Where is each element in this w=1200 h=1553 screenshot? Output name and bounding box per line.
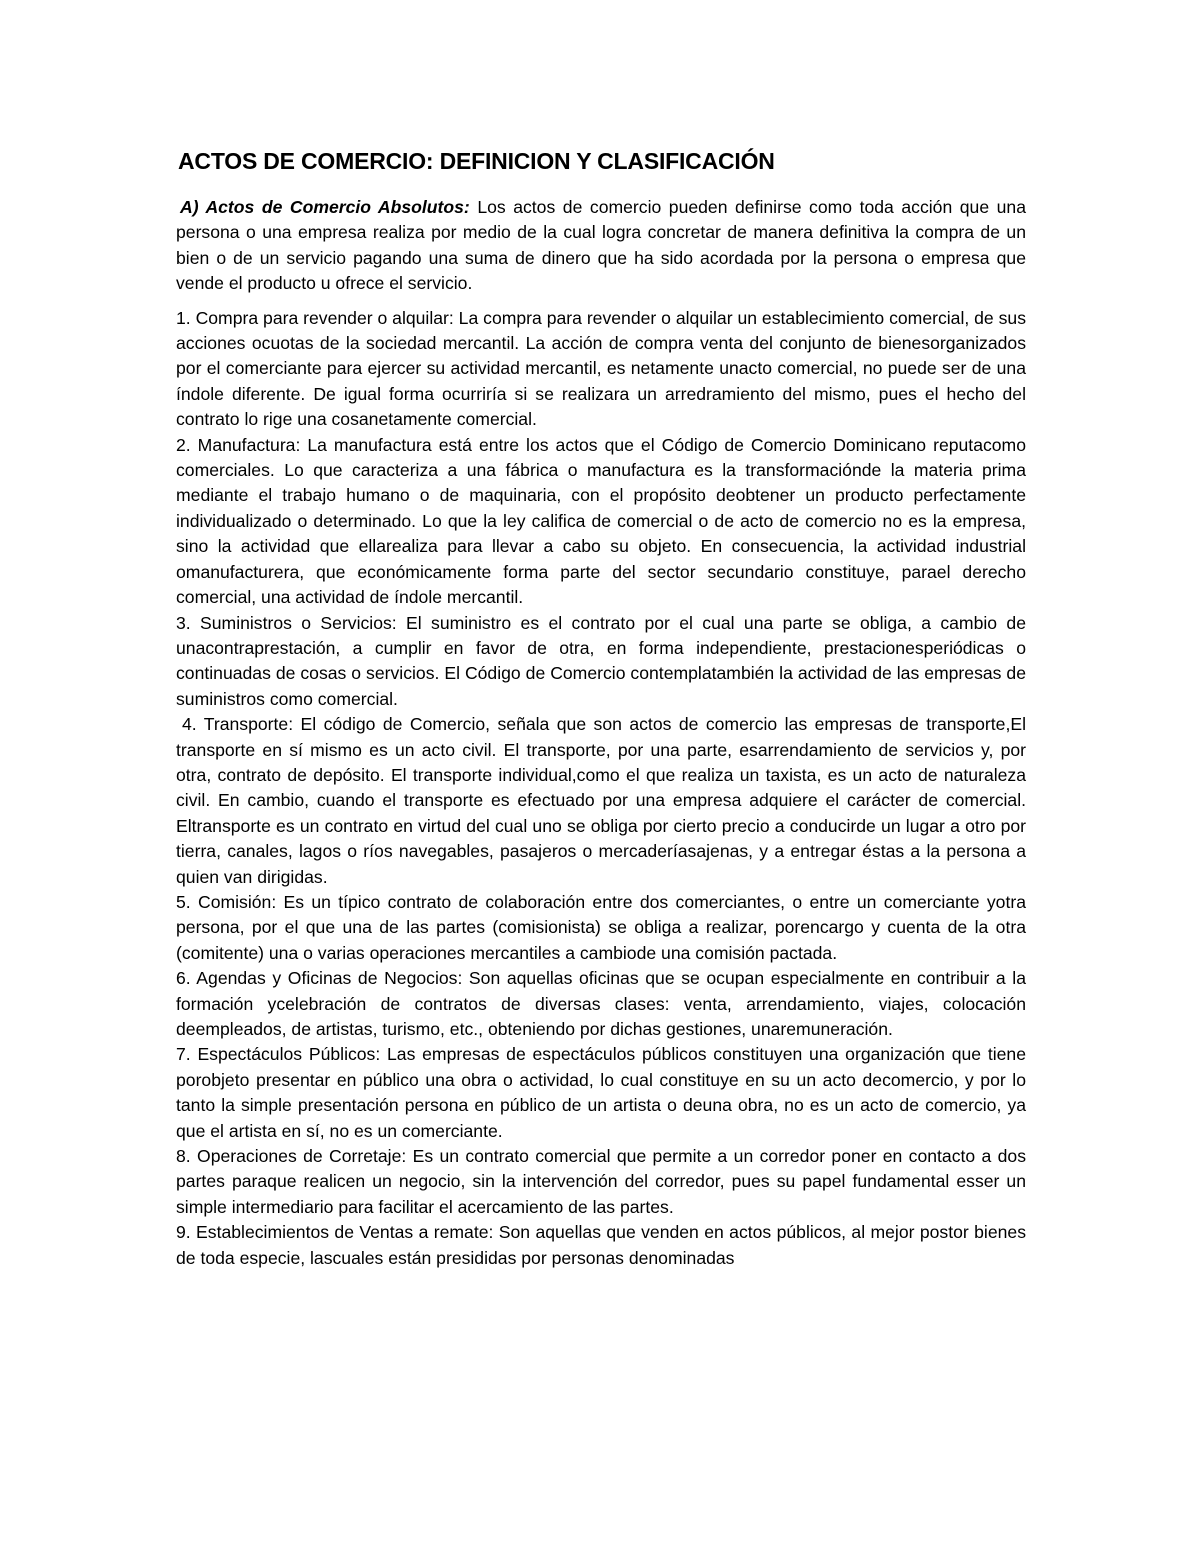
item-suministros: 3. Suministros o Servicios: El suministro es el contrato por el cual una parte se obliga, a cambio de unacontraprestación, a cumplir en favor de otra, en forma independiente, prestacionesperiódicas o continuadas de cosas o servicios. El Código de Comercio contemplatambién la actividad de las empresas de suministros como comercial. bbox=[176, 612, 1026, 709]
item-corretaje: 8. Operaciones de Corretaje: Es un contrato comercial que permite a un corredor poner en contacto a dos partes paraque realicen un negocio, sin la intervención del corredor, pues su papel fundamental esser un simple intermediario para facilitar el acercamiento de las partes. bbox=[176, 1146, 1026, 1217]
item-manufactura: 2. Manufactura: La manufactura está entre los actos que el Código de Comercio Dominicano reputacomo comerciales. Lo que caracteriza a una fábrica o manufactura es la transformaciónde la materia prima mediante el trabajo humano o de maquinaria, con el propósito deobtener un producto perfectamente individualizado o determinado. Lo que la ley califica de comercial o de acto de comercio no es la empresa, sino la actividad que ellarealiza para llevar a cabo su objeto. En consecuencia, la actividad industrial omanufacturera, que económicamente forma parte del sector secundario constituye, parael derecho comercial, una actividad de índole mercantil. bbox=[176, 434, 1026, 608]
intro-text: Los actos de comercio pueden definirse como toda acción que una persona o una empresa realiza por medio de la cual logra concretar de manera definitiva la compra de un bien o de un servicio pagando una suma de dinero que ha sido acordada por la persona o empresa que vende el producto u ofrece el servicio. bbox=[176, 197, 1026, 294]
item-transporte: 4. Transporte: El código de Comercio, señala que son actos de comercio las empresas de transporte,El transporte en sí mismo es un acto civil. El transporte, por una parte, esarrendamiento de servicios y, por otra, contrato de depósito. El transporte individual,como el que realiza un taxista, es un acto de naturaleza civil. En cambio, cuando el transporte es efectuado por una empresa adquiere el carácter de comercial. Eltransporte es un contrato en virtud del cual uno se obliga por cierto precio a conducirde un lugar a otro por tierra, canales, lagos o ríos navegables, pasajeros o mercaderíasajenas, y a entregar éstas a la persona a quien van dirigidas. bbox=[176, 714, 1026, 887]
item-compra-revender: 1. Compra para revender o alquilar: La compra para revender o alquilar un establecimiento comercial, de sus acciones ocuotas de la sociedad mercantil. La acción de compra venta del conjunto de bienesorganizados por el comerciante para ejercer su actividad mercantil, es netamente unacto comercial, no puede ser de una índole diferente. De igual forma ocurriría si se realizara un arredramiento del mismo, pues el hecho del contrato lo rige una cosanetamente comercial. bbox=[176, 307, 1026, 430]
item-agendas-oficinas: 6. Agendas y Oficinas de Negocios: Son aquellas oficinas que se ocupan especialmente en contribuir a la formación ycelebración de contratos de diversas clases: venta, arrendamiento, viajes, colocación deempleados, de artistas, turismo, etc., obteniendo por dichas gestiones, unaremuneración. bbox=[176, 968, 1026, 1039]
document-page bbox=[176, 148, 1026, 1271]
item-espectaculos: 7. Espectáculos Públicos: Las empresas de espectáculos públicos constituyen una organización que tiene porobjeto presentar en público una obra o actividad, lo cual constituye en su un acto decomercio, y por lo tanto la simple presentación persona en público de un artista o deuna obra, no es un acto de comercio, ya que el artista en sí, no es un comerciante. bbox=[176, 1044, 1026, 1141]
item-comision: 5. Comisión: Es un típico contrato de colaboración entre dos comerciantes, o entre un comerciante yotra persona, por el que una de las partes (comisionista) se obliga a realizar, porencargo y cuenta de la otra (comitente) una o varias operaciones mercantiles a cambiode una comisión pactada. bbox=[176, 891, 1026, 963]
document-title: ACTOS DE COMERCIO: DEFINICION Y CLASIFICACIÓN bbox=[178, 148, 775, 174]
intro-paragraph bbox=[176, 195, 1026, 297]
item-ventas-remate: 9. Establecimientos de Ventas a remate: Son aquellas que venden en actos públicos, al mejor postor bienes de toda especie, lascuales están presididas por personas denominadas bbox=[176, 1222, 1026, 1268]
intro-label: A) Actos de Comercio Absolutos: bbox=[180, 197, 470, 217]
